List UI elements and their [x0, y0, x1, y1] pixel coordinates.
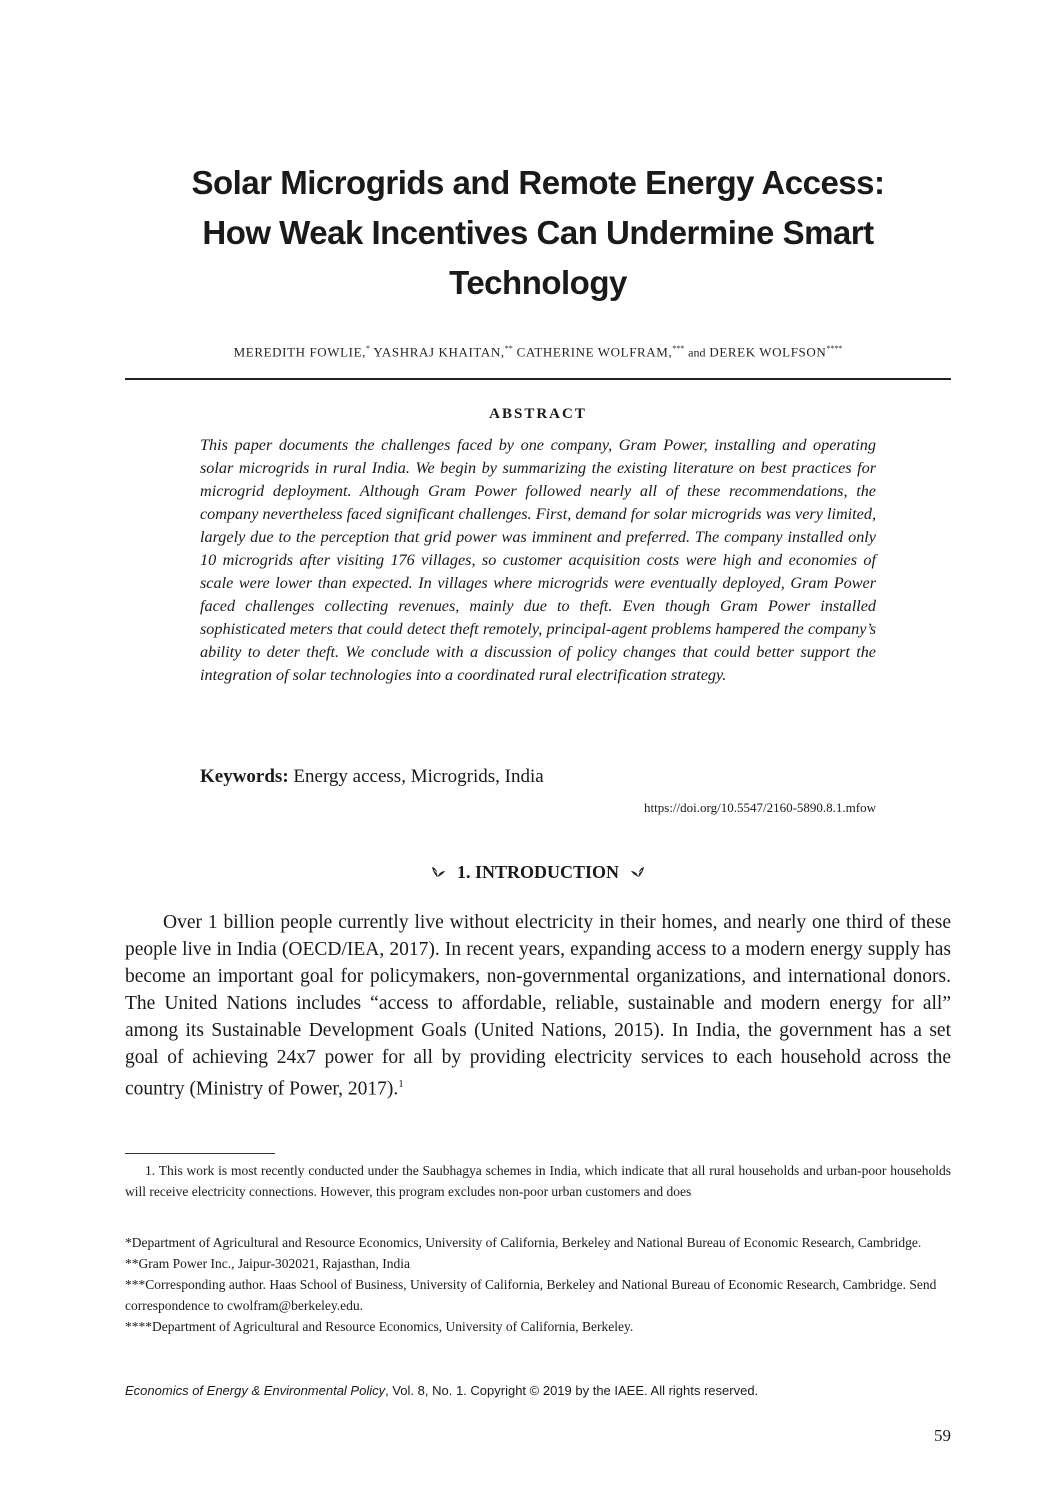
author-mark: ***	[672, 344, 685, 353]
author-mark: *	[366, 344, 370, 353]
author-mark: ****	[826, 344, 843, 353]
journal-details: , Vol. 8, No. 1. Copyright © 2019 by the IAEE. All rights reserved.	[385, 1383, 759, 1398]
abstract-heading: ABSTRACT	[489, 406, 587, 422]
keywords	[200, 766, 876, 788]
fleuron-right-icon	[630, 864, 646, 880]
section-heading	[125, 862, 951, 883]
journal-citation	[125, 1383, 951, 1398]
page-number: 59	[934, 1426, 951, 1445]
author-name: DEREK WOLFSON	[709, 344, 827, 360]
intro-text: Over 1 billion people currently live without electricity in their homes, and nearly one third of these people live in India (OECD/IEA, 2017). In recent years, expanding access to a modern energy supply has become an important goal for policymakers, non-governmental organizations, and international donors. The United Nations includes “access to affordable, reliable, sustainable and modern energy for all” among its Sustainable Development Goals (United Nations, 2015). In India, the government has a set goal of achieving 24x7 power for all by providing electricity services to each household across the country (Ministry of Power, 2017).	[125, 912, 951, 1100]
author-name: MEREDITH FOWLIE,	[233, 344, 366, 360]
title-line: Technology	[449, 264, 627, 301]
footnote: 1. This work is most recently conducted under the Saubhagya schemes in India, which indicate that all rural households and urban-poor households will receive electricity connections. However, this program excludes non-poor urban customers and does	[125, 1163, 951, 1199]
abstract-text: This paper documents the challenges faced by one company, Gram Power, installing and operating solar microgrids in rural India. We begin by summarizing the existing literature on best practices for microgrid deployment. Although Gram Power followed nearly all of these recommendations, the company nevertheless faced significant challenges. First, demand for solar microgrids was very limited, largely due to the perception that grid power was imminent and preferred. The company installed only 10 microgrids after visiting 176 villages, so customer acquisition costs were high and economies of scale were lower than expected. In villages where microgrids were eventually deployed, Gram Power faced challenges collecting revenues, mainly due to theft. Even though Gram Power installed sophisticated meters that could detect theft remotely, principal-agent problems hampered the company’s ability to deter theft. We conclude with a discussion of policy changes that could better support the integration of solar technologies into a coordinated rural electrification strategy.	[200, 436, 876, 684]
author-list	[125, 344, 951, 360]
author-affiliations	[125, 1232, 951, 1337]
footnote-ref[interactable]: 1	[398, 1078, 404, 1090]
section-title: 1. INTRODUCTION	[456, 862, 620, 882]
intro-paragraph	[125, 909, 951, 1103]
fleuron-left-icon	[430, 864, 446, 880]
title-line: Solar Microgrids and Remote Energy Access:	[191, 164, 885, 201]
affiliation: *Department of Agricultural and Resource Economics, University of California, Berkeley and National Bureau of Economic Research, Cambridge.	[125, 1235, 922, 1250]
affiliation: **Gram Power Inc., Jaipur-302021, Rajasthan, India	[125, 1256, 411, 1271]
author-name: YASHRAJ KHAITAN,	[373, 344, 505, 360]
author-name: CATHERINE WOLFRAM,	[516, 344, 673, 360]
author-conjunction: and	[688, 345, 706, 360]
doi-link[interactable]: https://doi.org/10.5547/2160-5890.8.1.mfow	[644, 800, 876, 815]
keywords-value: Energy access, Microgrids, India	[293, 766, 544, 787]
affiliation: ***Corresponding author. Haas School of Business, University of California, Berkeley and National Bureau of Economic Research, Cambridge. Send correspondence to cwolfram@berkeley.edu.	[125, 1277, 937, 1313]
title-line: How Weak Incentives Can Undermine Smart	[202, 214, 874, 251]
affiliation: ****Department of Agricultural and Resource Economics, University of California, Berkeley.	[125, 1319, 634, 1334]
keywords-label: Keywords:	[200, 766, 289, 787]
title-divider	[125, 378, 951, 380]
journal-name: Economics of Energy & Environmental Policy	[125, 1383, 386, 1398]
paper-title	[125, 158, 951, 308]
footnote-divider	[125, 1153, 275, 1154]
author-mark: **	[504, 344, 513, 353]
